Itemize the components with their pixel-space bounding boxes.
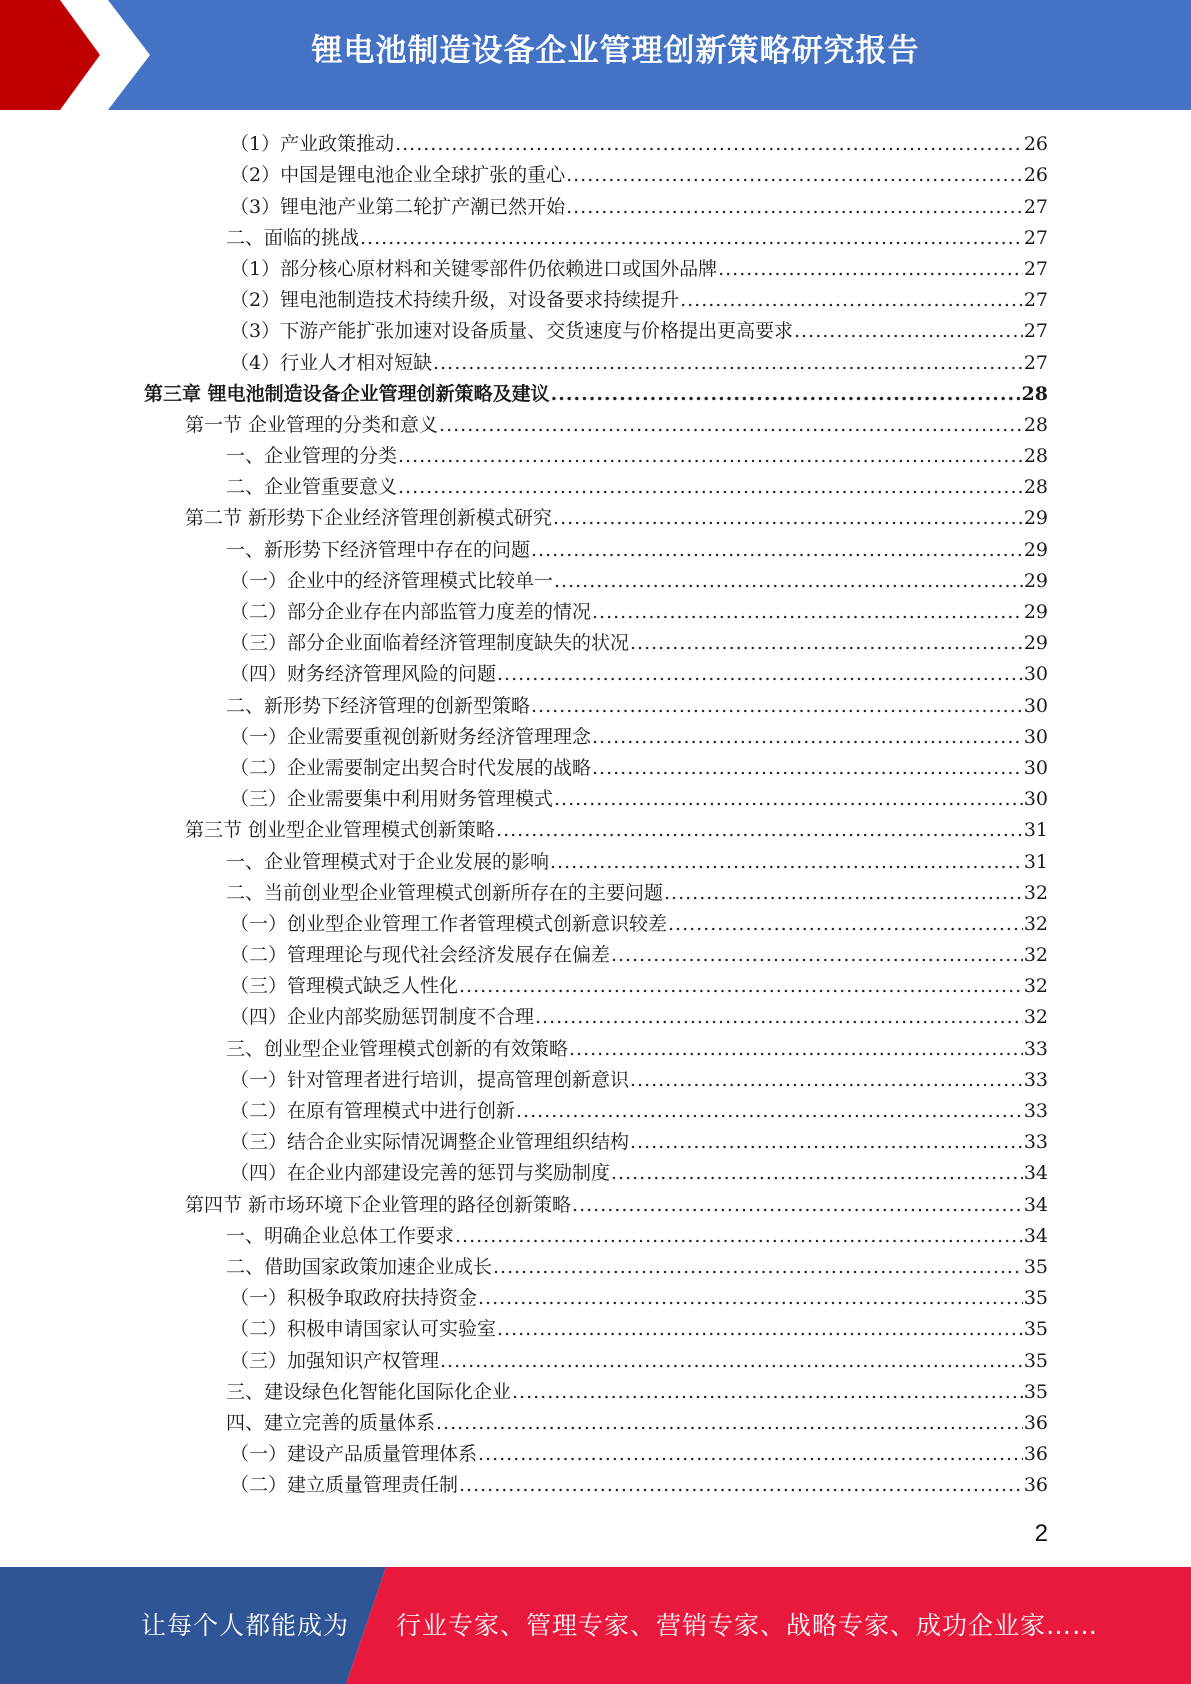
toc-dot-leader xyxy=(569,1037,1023,1061)
toc-entry-title: （三）管理模式缺乏人性化 xyxy=(230,975,459,998)
toc-dot-leader xyxy=(512,1380,1023,1404)
toc-entry-title: 一、企业管理模式对于企业发展的影响 xyxy=(226,850,550,873)
toc-entry-page: 32 xyxy=(1023,1006,1048,1029)
header-band xyxy=(0,0,1191,110)
toc-dot-leader xyxy=(478,1286,1023,1310)
page-number: 2 xyxy=(1034,1520,1048,1547)
toc-entry-title: （一）创业型企业管理工作者管理模式创新意识较差 xyxy=(230,912,668,935)
footer-banner xyxy=(0,1567,1191,1684)
toc-dot-leader xyxy=(592,725,1023,749)
toc-entry-page: 35 xyxy=(1023,1318,1048,1341)
footer-slogan-left: 让每个人都能成为 xyxy=(141,1611,350,1640)
toc-entry-title: （4）行业人才相对短缺 xyxy=(230,351,433,374)
toc-entry-title: （二）积极申请国家认可实验室 xyxy=(230,1318,497,1341)
toc-dot-leader xyxy=(554,787,1023,811)
toc-entry-page: 35 xyxy=(1023,1255,1048,1278)
toc-entry-page: 35 xyxy=(1023,1349,1048,1372)
toc-dot-leader xyxy=(433,351,1023,375)
toc-dot-leader xyxy=(611,1161,1023,1185)
toc-dot-leader xyxy=(440,1349,1023,1373)
toc-entry[interactable] xyxy=(0,440,1191,471)
toc-entry-page: 29 xyxy=(1023,569,1048,592)
toc-entry-page: 27 xyxy=(1023,195,1048,218)
toc-entry-title: （3）锂电池产业第二轮扩产潮已然开始 xyxy=(230,195,566,218)
toc-dot-leader xyxy=(592,756,1023,780)
toc-entry-page: 29 xyxy=(1023,538,1048,561)
toc-entry-page: 34 xyxy=(1023,1162,1048,1185)
toc-entry-page: 32 xyxy=(1023,944,1048,967)
toc-entry-title: （二）在原有管理模式中进行创新 xyxy=(230,1100,516,1122)
toc-entry-page: 26 xyxy=(1023,133,1048,156)
toc-entry-title: （三）部分企业面临着经济管理制度缺失的状况 xyxy=(230,632,630,655)
toc-dot-leader xyxy=(664,881,1023,905)
toc-entry-title: 二、借助国家政策加速企业成长 xyxy=(226,1255,493,1278)
toc-dot-leader xyxy=(680,288,1023,312)
toc-entry[interactable] xyxy=(0,1126,1191,1157)
toc-entry[interactable] xyxy=(0,222,1191,253)
toc-entry[interactable] xyxy=(0,159,1191,190)
toc-entry-title: （四）财务经济管理风险的问题 xyxy=(230,663,497,686)
toc-dot-leader xyxy=(630,631,1023,655)
toc-entry[interactable] xyxy=(0,877,1191,908)
toc-entry[interactable] xyxy=(0,533,1191,564)
toc-dot-leader xyxy=(550,850,1023,874)
toc-entry[interactable] xyxy=(0,1313,1191,1344)
toc-dot-leader xyxy=(535,1005,1023,1029)
toc-dot-leader xyxy=(496,818,1023,842)
toc-entry-title: 第四节 新市场环境下企业管理的路径创新策略 xyxy=(185,1193,572,1216)
toc-entry-page: 30 xyxy=(1023,663,1048,686)
toc-entry[interactable] xyxy=(0,1095,1191,1126)
toc-entry-page: 33 xyxy=(1023,1068,1048,1091)
toc-entry-title: 四、建立完善的质量体系 xyxy=(226,1411,436,1434)
toc-dot-leader xyxy=(459,974,1023,998)
toc-dot-leader xyxy=(531,694,1023,718)
toc-dot-leader xyxy=(497,1317,1023,1341)
toc-dot-leader xyxy=(516,1099,1023,1123)
toc-entry-page: 33 xyxy=(1023,1131,1048,1154)
toc-entry-page: 28 xyxy=(1023,413,1048,436)
toc-entry-page: 36 xyxy=(1023,1443,1048,1466)
toc-entry-title: （2）中国是锂电池企业全球扩张的重心 xyxy=(230,164,566,187)
toc-dot-leader xyxy=(395,132,1023,156)
toc-dot-leader xyxy=(478,1442,1023,1466)
toc-dot-leader xyxy=(497,662,1023,686)
toc-entry[interactable] xyxy=(0,1407,1191,1438)
toc-entry-title: 一、企业管理的分类 xyxy=(226,445,398,468)
toc-entry[interactable] xyxy=(0,1157,1191,1188)
toc-entry-page: 33 xyxy=(1023,1100,1048,1122)
toc-entry-title: （四）企业内部奖励惩罚制度不合理 xyxy=(230,1006,535,1029)
toc-entry-page: 34 xyxy=(1023,1193,1048,1216)
toc-dot-leader xyxy=(436,1411,1023,1435)
toc-entry[interactable] xyxy=(0,190,1191,221)
toc-dot-leader xyxy=(551,382,1021,406)
toc-dot-leader xyxy=(439,413,1023,437)
toc-entry-title: 三、创业型企业管理模式创新的有效策略 xyxy=(226,1037,569,1060)
toc-dot-leader xyxy=(566,163,1023,187)
toc-entry[interactable] xyxy=(0,721,1191,752)
toc-entry[interactable] xyxy=(0,1469,1191,1500)
toc-dot-leader xyxy=(611,943,1023,967)
toc-dot-leader xyxy=(794,319,1023,343)
toc-entry-title: 一、新形势下经济管理中存在的问题 xyxy=(226,538,531,561)
toc-entry[interactable] xyxy=(0,939,1191,970)
toc-entry[interactable] xyxy=(0,409,1191,440)
toc-entry[interactable] xyxy=(0,970,1191,1001)
toc-entry-page: 27 xyxy=(1023,320,1048,343)
toc-entry-title: （二）企业需要制定出契合时代发展的战略 xyxy=(230,756,592,779)
toc-entry[interactable] xyxy=(0,1032,1191,1063)
toc-dot-leader xyxy=(668,912,1023,936)
toc-entry[interactable] xyxy=(0,1344,1191,1375)
toc-dot-leader xyxy=(455,1224,1023,1248)
toc-entry-title: （二）管理理论与现代社会经济发展存在偏差 xyxy=(230,944,611,967)
toc-dot-leader xyxy=(398,475,1023,499)
toc-entry[interactable] xyxy=(0,346,1191,377)
toc-entry-page: 27 xyxy=(1023,289,1048,312)
toc-entry[interactable] xyxy=(0,1064,1191,1095)
toc-entry-title: （2）锂电池制造技术持续升级，对设备要求持续提升 xyxy=(230,289,680,312)
toc-entry-title: （1）产业政策推动 xyxy=(230,133,395,156)
toc-entry[interactable] xyxy=(0,1001,1191,1032)
toc-entry-title: 第一节 企业管理的分类和意义 xyxy=(185,413,439,436)
toc-entry-page: 28 xyxy=(1023,445,1048,468)
toc-entry-title: 第二节 新形势下企业经济管理创新模式研究 xyxy=(185,507,553,530)
toc-entry[interactable] xyxy=(0,1220,1191,1251)
toc-entry-title: 三、建设绿色化智能化国际化企业 xyxy=(226,1380,512,1403)
toc-entry-page: 29 xyxy=(1023,601,1048,623)
toc-entry[interactable] xyxy=(0,783,1191,814)
toc-entry-page: 30 xyxy=(1023,725,1048,748)
toc-dot-leader xyxy=(630,1068,1023,1092)
toc-entry-title: 第三章 锂电池制造设备企业管理创新策略及建议 xyxy=(144,382,550,405)
document-title: 锂电池制造设备企业管理创新策略研究报告 xyxy=(311,33,920,69)
toc-dot-leader xyxy=(592,600,1023,624)
toc-entry-title: （三）加强知识产权管理 xyxy=(230,1349,440,1372)
toc-entry[interactable] xyxy=(0,565,1191,596)
toc-entry[interactable] xyxy=(0,1376,1191,1407)
table-of-contents xyxy=(0,128,1191,1500)
toc-entry-page: 30 xyxy=(1023,756,1048,779)
toc-entry[interactable] xyxy=(0,378,1191,409)
toc-entry[interactable] xyxy=(0,128,1191,159)
toc-entry-title: （三）结合企业实际情况调整企业管理组织结构 xyxy=(230,1131,630,1154)
toc-entry-page: 29 xyxy=(1023,632,1048,655)
toc-dot-leader xyxy=(531,538,1023,562)
toc-entry-page: 27 xyxy=(1023,257,1048,280)
toc-entry[interactable] xyxy=(0,1438,1191,1469)
toc-entry[interactable] xyxy=(0,658,1191,689)
toc-entry-page: 35 xyxy=(1023,1287,1048,1310)
toc-entry-page: 35 xyxy=(1023,1380,1048,1403)
toc-entry[interactable] xyxy=(0,752,1191,783)
toc-dot-leader xyxy=(398,444,1023,468)
toc-entry-page: 36 xyxy=(1023,1474,1048,1497)
toc-entry-page: 30 xyxy=(1023,788,1048,811)
toc-entry[interactable] xyxy=(0,596,1191,627)
toc-entry-title: （一）针对管理者进行培训，提高管理创新意识 xyxy=(230,1068,630,1091)
toc-dot-leader xyxy=(553,506,1023,530)
toc-dot-leader xyxy=(572,1193,1023,1217)
toc-entry-page: 34 xyxy=(1023,1224,1048,1247)
toc-entry-title: （一）建设产品质量管理体系 xyxy=(230,1443,478,1466)
toc-entry-title: 二、新形势下经济管理的创新型策略 xyxy=(226,694,531,717)
toc-entry-page: 29 xyxy=(1023,507,1048,530)
toc-entry-title: （四）在企业内部建设完善的惩罚与奖励制度 xyxy=(230,1162,611,1185)
toc-entry-title: 第三节 创业型企业管理模式创新策略 xyxy=(185,819,496,842)
toc-entry[interactable] xyxy=(0,1282,1191,1313)
toc-entry[interactable] xyxy=(0,502,1191,533)
toc-entry-page: 33 xyxy=(1023,1037,1048,1060)
toc-entry-page: 32 xyxy=(1023,912,1048,935)
toc-entry-page: 28 xyxy=(1021,382,1048,405)
toc-entry-title: （一）企业中的经济管理模式比较单一 xyxy=(230,569,554,592)
toc-dot-leader xyxy=(718,257,1023,281)
toc-entry-title: （三）企业需要集中利用财务管理模式 xyxy=(230,788,554,811)
toc-entry-page: 36 xyxy=(1023,1411,1048,1434)
toc-dot-leader xyxy=(566,195,1023,219)
toc-entry[interactable] xyxy=(0,908,1191,939)
toc-entry[interactable] xyxy=(0,627,1191,658)
toc-entry-title: 二、企业管重要意义 xyxy=(226,476,398,499)
toc-entry-page: 26 xyxy=(1023,164,1048,187)
toc-entry-page: 27 xyxy=(1023,226,1048,249)
toc-entry-page: 27 xyxy=(1023,351,1048,374)
toc-entry-page: 31 xyxy=(1023,850,1048,873)
toc-entry-title: 一、明确企业总体工作要求 xyxy=(226,1224,455,1247)
toc-entry[interactable] xyxy=(0,284,1191,315)
toc-entry-title: （二）部分企业存在内部监管力度差的情况 xyxy=(230,601,592,623)
footer-slogan-right: 行业专家、管理专家、营销专家、战略专家、成功企业家…… xyxy=(396,1611,1099,1640)
toc-entry[interactable] xyxy=(0,689,1191,720)
toc-dot-leader xyxy=(554,569,1023,593)
toc-entry-title: （一）企业需要重视创新财务经济管理理念 xyxy=(230,725,592,748)
toc-dot-leader xyxy=(493,1255,1023,1279)
toc-entry-title: 二、面临的挑战 xyxy=(226,226,360,249)
toc-entry[interactable] xyxy=(0,315,1191,346)
toc-entry[interactable] xyxy=(0,845,1191,876)
toc-entry[interactable] xyxy=(0,1188,1191,1219)
toc-dot-leader xyxy=(360,226,1023,250)
toc-entry[interactable] xyxy=(0,814,1191,845)
toc-entry-title: （二）建立质量管理责任制 xyxy=(230,1474,459,1497)
toc-entry-page: 32 xyxy=(1023,881,1048,904)
toc-entry-title: （3）下游产能扩张加速对设备质量、交货速度与价格提出更高要求 xyxy=(230,320,794,343)
toc-entry-page: 32 xyxy=(1023,975,1048,998)
toc-entry[interactable] xyxy=(0,471,1191,502)
toc-entry-title: 二、当前创业型企业管理模式创新所存在的主要问题 xyxy=(226,881,664,904)
toc-dot-leader xyxy=(630,1130,1023,1154)
toc-entry-title: （一）积极争取政府扶持资金 xyxy=(230,1287,478,1310)
toc-entry-page: 31 xyxy=(1023,819,1048,842)
toc-dot-leader xyxy=(459,1473,1023,1497)
toc-entry[interactable] xyxy=(0,253,1191,284)
toc-entry-title: （1）部分核心原材料和关键零部件仍依赖进口或国外品牌 xyxy=(230,257,718,280)
toc-entry-page: 28 xyxy=(1023,476,1048,499)
toc-entry-page: 30 xyxy=(1023,694,1048,717)
toc-entry[interactable] xyxy=(0,1251,1191,1282)
